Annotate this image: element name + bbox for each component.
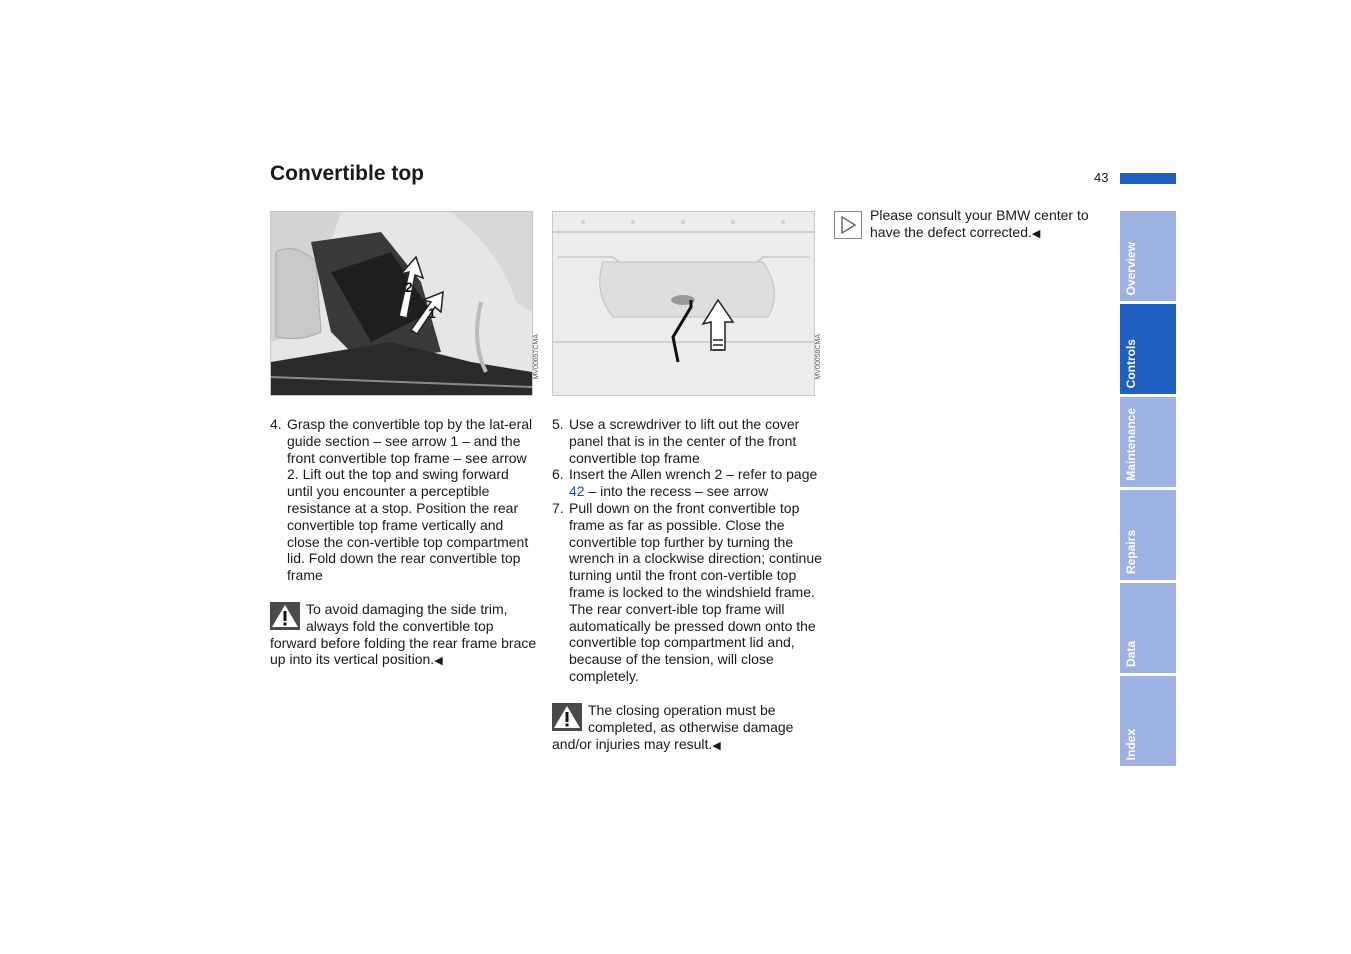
page-number: 43 xyxy=(1094,170,1109,185)
end-mark: ◀ xyxy=(712,739,721,752)
steps-list xyxy=(552,416,827,685)
arrow-label-2: 2 xyxy=(405,279,413,295)
end-mark: ◀ xyxy=(434,655,443,668)
tip-note: Please consult your BMW center to have the defect corrected.◀ xyxy=(870,207,1089,240)
play-triangle-icon xyxy=(834,211,862,239)
steps-list xyxy=(270,416,538,584)
step-6: 6. Insert the Allen wrench 2 – refer to page 42 – into the recess – see arrow xyxy=(552,466,818,500)
page-title: Convertible top xyxy=(270,162,425,185)
page-number-bar xyxy=(1120,173,1176,184)
figure-convertible-top-lift xyxy=(270,211,533,396)
end-mark: ◀ xyxy=(1031,227,1041,240)
convertible-top-illustration xyxy=(271,212,532,395)
figure-code: MV00057CMA xyxy=(533,334,540,380)
figure-cover-panel xyxy=(552,211,815,396)
tab-data[interactable]: Data xyxy=(1120,583,1176,673)
step-7: 7. Pull down on the front convertible top frame as far as possible. Close the convertible top further by turning the wrench in a clockwise direction; continue turning until the front con-vertible top frame is locked to the windshield frame. The rear convert-ible top frame will automatically be pressed down onto the convertible top compartment lid and, because of the tension, will close completely. xyxy=(552,499,822,684)
warning-icon xyxy=(552,703,582,731)
left-column xyxy=(270,416,538,584)
warning-icon xyxy=(270,602,300,630)
tab-index[interactable]: Index xyxy=(1120,676,1176,766)
tab-controls[interactable]: Controls xyxy=(1120,304,1176,394)
page-link[interactable]: 42 xyxy=(569,483,585,500)
step-4: 4. Grasp the convertible top by the lat-eral guide section – see arrow 1 – and the front convertible top frame – see arrow 2. Lift out the top and swing forward until you encounter a perceptible resistance at a stop. Position the rear convertible top frame vertically and close the con-vertible top compartment lid. Fold down the rear convertible top frame xyxy=(270,416,533,584)
tab-maintenance[interactable]: Maintenance xyxy=(1120,397,1176,487)
step-5: 5. Use a screwdriver to lift out the cover panel that is in the center of the front convertible top frame xyxy=(552,416,800,466)
tab-overview[interactable]: Overview xyxy=(1120,211,1176,301)
warning-note-closing: The closing operation must be completed, as otherwise damage and/or injuries may result.◀ xyxy=(552,702,794,752)
cover-panel-illustration xyxy=(553,212,814,395)
arrow-label-1: 1 xyxy=(428,305,436,321)
figure-code: MV00058CMA xyxy=(815,334,822,380)
warning-note-side-trim: To avoid damaging the side trim, always fold the convertible top forward before folding the rear frame brace up into its vertical position.◀ xyxy=(270,601,537,668)
tab-repairs[interactable]: Repairs xyxy=(1120,490,1176,580)
middle-column xyxy=(552,416,827,685)
section-tabs xyxy=(1120,211,1176,769)
